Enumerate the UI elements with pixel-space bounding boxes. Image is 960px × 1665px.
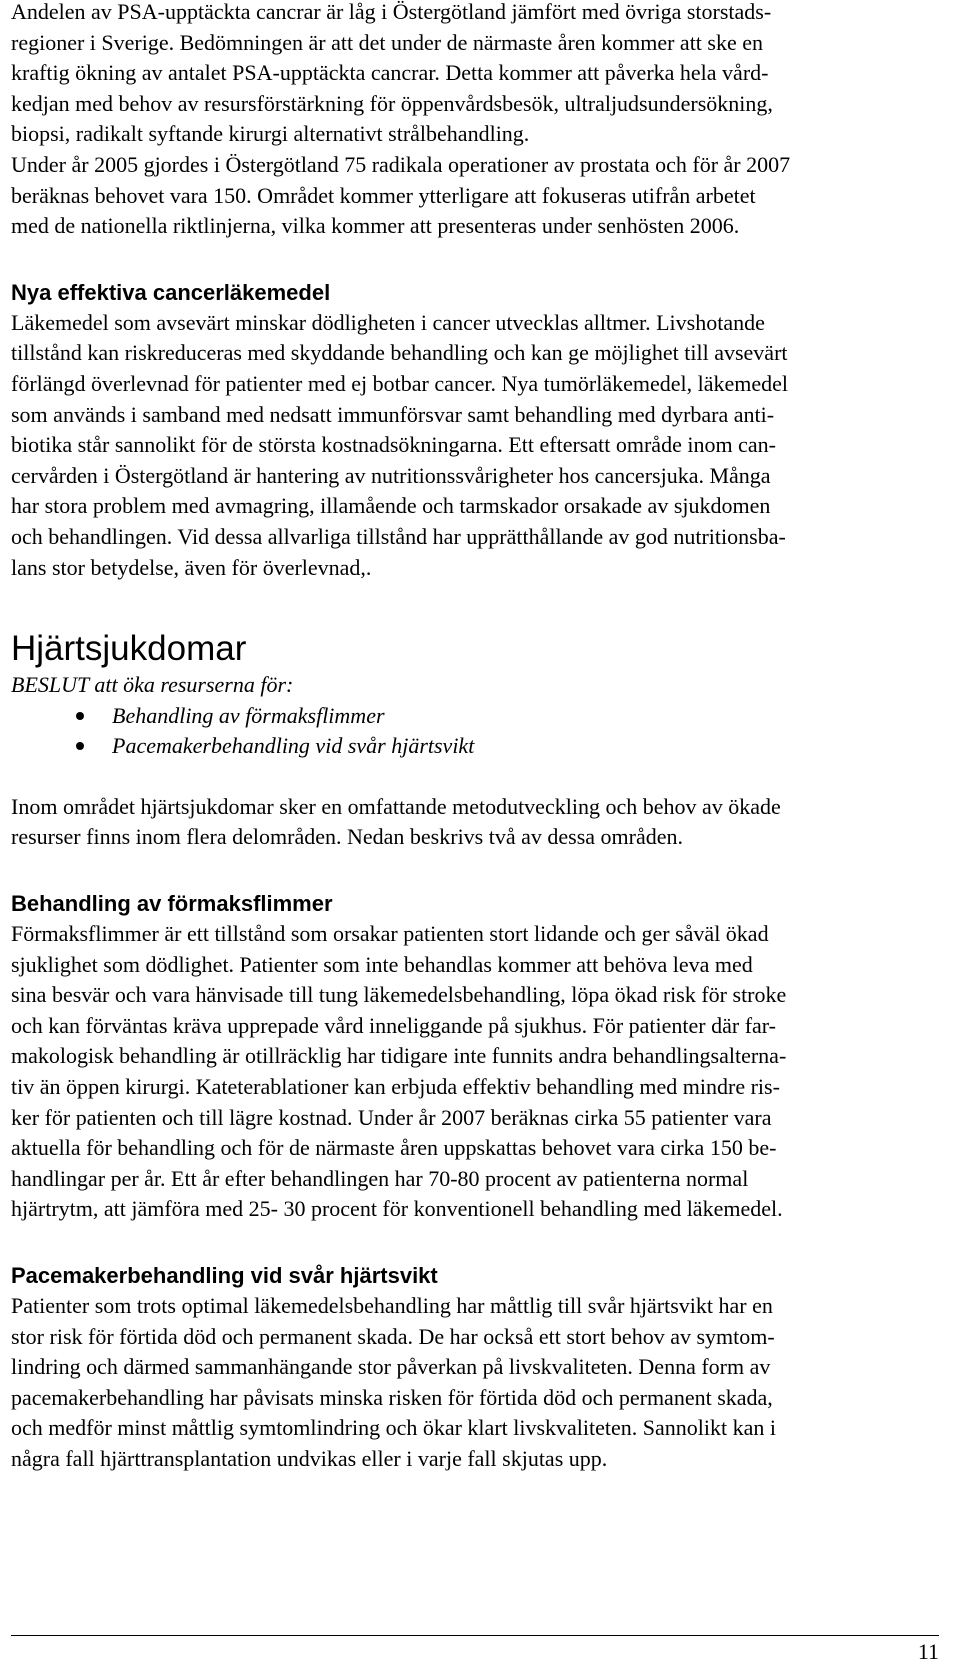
document-page <box>11 0 939 1475</box>
spacer <box>11 583 939 628</box>
text-line: Förmaksflimmer är ett tillstånd som orsakar patienten stort lidande och ger såväl ökad <box>11 921 769 947</box>
text-line: och behandlingen. Vid dessa allvarliga tillstånd har upprätthållande av god nutritionsba- <box>11 523 786 549</box>
list-item-label: Behandling av förmaksflimmer <box>112 702 385 728</box>
text-line: stor risk för förtida död och permanent skada. De har också ett stort behov av symtom- <box>11 1323 775 1349</box>
text-line: regioner i Sverige. Bedömningen är att det under de närmaste åren kommer att ske en <box>11 29 764 55</box>
text-line: biopsi, radikalt syftande kirurgi alternativt strålbehandling. <box>11 121 530 147</box>
text-line: lindring och därmed sammanhängande stor påverkan på livskvaliteten. Denna form av <box>11 1354 771 1380</box>
section-heading: Pacemakerbehandling vid svår hjärtsvikt <box>11 1263 438 1288</box>
chapter-heading: Hjärtsjukdomar <box>11 629 247 669</box>
text-line: några fall hjärttransplantation undvikas eller i varje fall skjutas upp. <box>11 1445 608 1471</box>
text-line: och medför minst måttlig symtomlindring och ökar klart livskvaliteten. Sannolikt kan i <box>11 1415 776 1441</box>
atrial-fibrillation-section <box>11 889 939 1225</box>
decision-list <box>11 701 939 762</box>
text-line: tillstånd kan riskreduceras med skyddande behandling och kan ge möjlighet till avsevärt <box>11 340 788 366</box>
text-line: beräknas behovet vara 150. Området kommer ytterligare att fokuseras utifrån arbetet <box>11 182 756 208</box>
spacer <box>11 853 939 889</box>
list-item <box>11 701 939 732</box>
decision-label: BESLUT att öka resurserna för: <box>11 672 294 698</box>
text-line: kedjan med behov av resursförstärkning för öppenvårdsbesök, ultraljudsundersökning, <box>11 90 773 116</box>
section-heading: Nya effektiva cancerläkemedel <box>11 279 331 305</box>
spacer <box>11 1225 939 1261</box>
text-line: aktuella för behandling och för de närmaste åren uppskattas behovet vara cirka 150 be- <box>11 1135 777 1161</box>
bullet-icon <box>76 712 84 720</box>
intro-paragraph <box>11 0 939 242</box>
text-line: Patienter som trots optimal läkemedelsbehandling har måttlig till svår hjärtsvikt har en <box>11 1293 773 1318</box>
heart-section <box>11 628 939 853</box>
text-line: ker för patienten och till lägre kostnad. Under år 2007 beräknas cirka 55 patienter vara <box>11 1104 772 1130</box>
list-item-label: Pacemakerbehandling vid svår hjärtsvikt <box>112 733 475 759</box>
page-number: 11 <box>917 1639 939 1664</box>
text-line: med de nationella riktlinjerna, vilka kommer att presenteras under senhösten 2006. <box>11 213 740 239</box>
text-line: Andelen av PSA-upptäckta cancrar är låg i Östergötland jämfört med övriga storstads- <box>11 0 772 24</box>
text-line: cervården i Östergötland är hantering av nutritionssvårigheter hos cancersjuka. Många <box>11 462 771 488</box>
bullet-icon <box>76 742 84 750</box>
cancer-drugs-section <box>11 278 939 583</box>
text-line: Under år 2005 gjordes i Östergötland 75 radikala operationer av prostata och för år 2007 <box>11 151 791 177</box>
text-line: pacemakerbehandling har påvisats minska risken för förtida död och permanent skada, <box>11 1384 773 1410</box>
spacer <box>11 242 939 278</box>
text-line: sjuklighet som dödlighet. Patienter som inte behandlas kommer att behöva leva med <box>11 951 753 977</box>
text-line: Läkemedel som avsevärt minskar dödligheten i cancer utvecklas alltmer. Livshotande <box>11 309 765 335</box>
text-line: resurser finns inom flera delområden. Nedan beskrivs två av dessa områden. <box>11 824 683 850</box>
text-line: Inom området hjärtsjukdomar sker en omfattande metodutveckling och behov av ökade <box>11 793 781 819</box>
text-line: hjärtrytm, att jämföra med 25- 30 procent för konventionell behandling med läkemedel. <box>11 1196 783 1222</box>
text-line: som används i samband med nedsatt immunförsvar samt behandling med dyrbara anti- <box>11 401 775 427</box>
text-line: tiv än öppen kirurgi. Kateterablationer kan erbjuda effektiv behandling med mindre ris- <box>11 1074 780 1100</box>
footer-divider <box>11 1635 939 1636</box>
spacer <box>11 762 939 792</box>
text-line: kraftig ökning av antalet PSA-upptäckta cancrar. Detta kommer att påverka hela vård- <box>11 60 769 86</box>
text-line: biotika står sannolikt för de största kostnadsökningarna. Ett eftersatt område inom can- <box>11 432 776 458</box>
text-line: och kan förväntas kräva upprepade vård inneliggande på sjukhus. För patienter där far- <box>11 1012 776 1038</box>
section-heading: Behandling av förmaksflimmer <box>11 891 333 917</box>
text-line: förlängd överlevnad för patienter med ej botbar cancer. Nya tumörläkemedel, läkemedel <box>11 370 788 396</box>
text-line: handlingar per år. Ett år efter behandlingen har 70-80 procent av patienterna normal <box>11 1165 749 1191</box>
text-line: har stora problem med avmagring, illamående och tarmskador orsakade av sjukdomen <box>11 493 771 519</box>
text-line: sina besvär och vara hänvisade till tung läkemedelsbehandling, löpa ökad risk för stroke <box>11 982 787 1008</box>
text-line: lans stor betydelse, även för överlevnad,. <box>11 554 372 580</box>
pacemaker-section <box>11 1261 939 1475</box>
text-line: makologisk behandling är otillräcklig har tidigare inte funnits andra behandlingsalterna- <box>11 1043 787 1069</box>
list-item <box>11 731 939 762</box>
